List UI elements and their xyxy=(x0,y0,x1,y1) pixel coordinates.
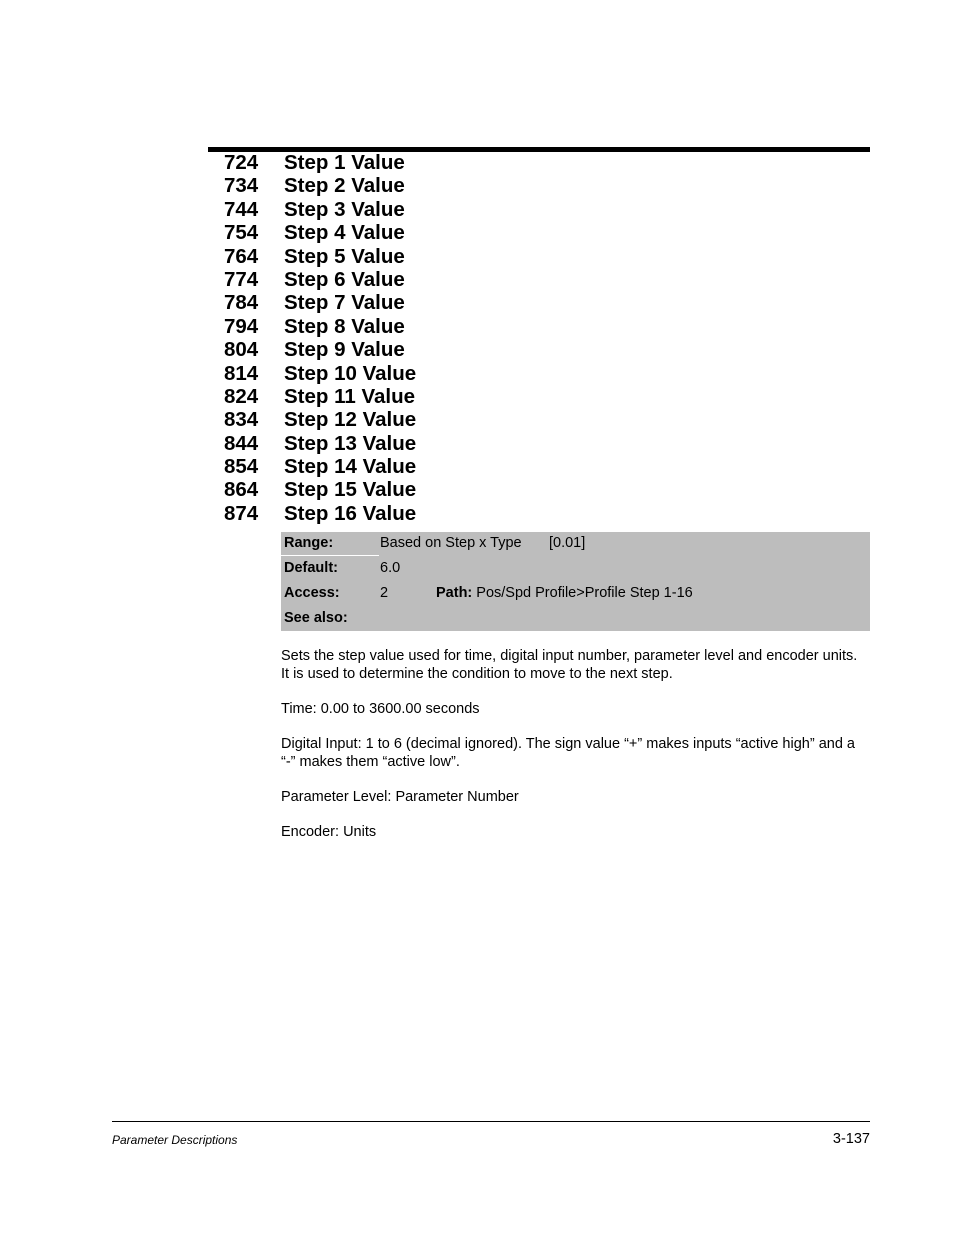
parameter-name: Step 7 Value xyxy=(284,291,405,315)
parameter-heading xyxy=(224,385,416,408)
parameter-name: Step 12 Value xyxy=(284,408,417,432)
access-label: Access: xyxy=(284,585,340,601)
parameter-name: Step 6 Value xyxy=(284,267,405,291)
description-time: Time: 0.00 to 3600.00 seconds xyxy=(281,700,480,717)
parameter-number: 744 xyxy=(224,197,259,221)
parameter-name: Step 15 Value xyxy=(284,478,417,502)
description-parameter-level: Parameter Level: Parameter Number xyxy=(281,788,519,805)
parameter-number: 854 xyxy=(224,455,259,479)
parameter-heading xyxy=(224,245,416,268)
parameter-name: Step 5 Value xyxy=(284,244,405,268)
parameter-heading xyxy=(224,432,416,455)
parameter-heading xyxy=(224,291,416,314)
parameter-number: 774 xyxy=(224,267,259,291)
range-units: [0.01] xyxy=(549,535,586,551)
description xyxy=(281,648,866,859)
parameter-heading xyxy=(224,174,416,197)
access-value: 2 xyxy=(380,585,389,601)
parameter-heading xyxy=(224,268,416,291)
footer-section-title: Parameter Descriptions xyxy=(112,1133,238,1147)
parameter-number: 834 xyxy=(224,408,259,432)
range-label: Range: xyxy=(284,535,334,551)
parameter-heading xyxy=(224,338,416,361)
parameter-heading xyxy=(224,502,416,525)
default-row xyxy=(281,557,870,582)
parameter-name: Step 13 Value xyxy=(284,431,417,455)
parameter-number: 844 xyxy=(224,431,259,455)
see-also-row xyxy=(281,607,870,632)
path-value: Pos/Spd Profile>Profile Step 1-16 xyxy=(476,585,693,601)
parameter-name: Step 9 Value xyxy=(284,338,405,362)
parameter-number: 804 xyxy=(224,338,259,362)
footer-rule xyxy=(112,1121,870,1122)
parameter-name: Step 4 Value xyxy=(284,221,405,245)
parameter-name: Step 2 Value xyxy=(284,174,405,198)
parameter-name: Step 11 Value xyxy=(284,384,416,408)
parameter-heading xyxy=(224,221,416,244)
parameter-number: 814 xyxy=(224,361,259,385)
parameter-number: 864 xyxy=(224,478,259,502)
description-encoder: Encoder: Units xyxy=(281,823,377,840)
range-value: Based on Step x Type xyxy=(380,535,522,551)
parameter-name: Step 10 Value xyxy=(284,361,417,385)
parameter-number: 734 xyxy=(224,174,259,198)
parameter-name: Step 3 Value xyxy=(284,197,405,221)
parameter-number: 794 xyxy=(224,314,259,338)
parameter-name: Step 16 Value xyxy=(284,501,417,525)
default-label: Default: xyxy=(284,560,338,576)
parameter-heading xyxy=(224,151,416,174)
access-row xyxy=(281,582,870,607)
parameter-name: Step 1 Value xyxy=(284,151,405,174)
parameter-name: Step 8 Value xyxy=(284,314,405,338)
path-label: Path: xyxy=(436,585,473,601)
parameter-list xyxy=(224,151,416,525)
parameter-heading xyxy=(224,478,416,501)
parameter-heading xyxy=(224,455,416,478)
default-value: 6.0 xyxy=(380,560,401,576)
parameter-info-box xyxy=(281,532,870,631)
parameter-heading xyxy=(224,362,416,385)
parameter-number: 784 xyxy=(224,291,259,315)
parameter-heading xyxy=(224,315,416,338)
range-row xyxy=(281,532,870,557)
parameter-number: 764 xyxy=(224,244,259,268)
path-info xyxy=(436,582,693,604)
parameter-number: 874 xyxy=(224,501,259,525)
see-also-label: See also: xyxy=(284,610,348,626)
description-paragraph: Sets the step value used for time, digital input number, parameter level and encoder units. It is used to determine the condition to move to the next step. xyxy=(281,648,858,682)
description-digital-input: Digital Input: 1 to 6 (decimal ignored). The sign value “+” makes inputs “active high” and a “-” makes them “active low”. xyxy=(281,735,855,770)
parameter-number: 824 xyxy=(224,384,259,408)
parameter-heading xyxy=(224,408,416,431)
page-number: 3-137 xyxy=(832,1131,870,1147)
parameter-number: 724 xyxy=(224,151,259,174)
parameter-heading xyxy=(224,198,416,221)
parameter-name: Step 14 Value xyxy=(284,455,417,479)
parameter-number: 754 xyxy=(224,221,259,245)
